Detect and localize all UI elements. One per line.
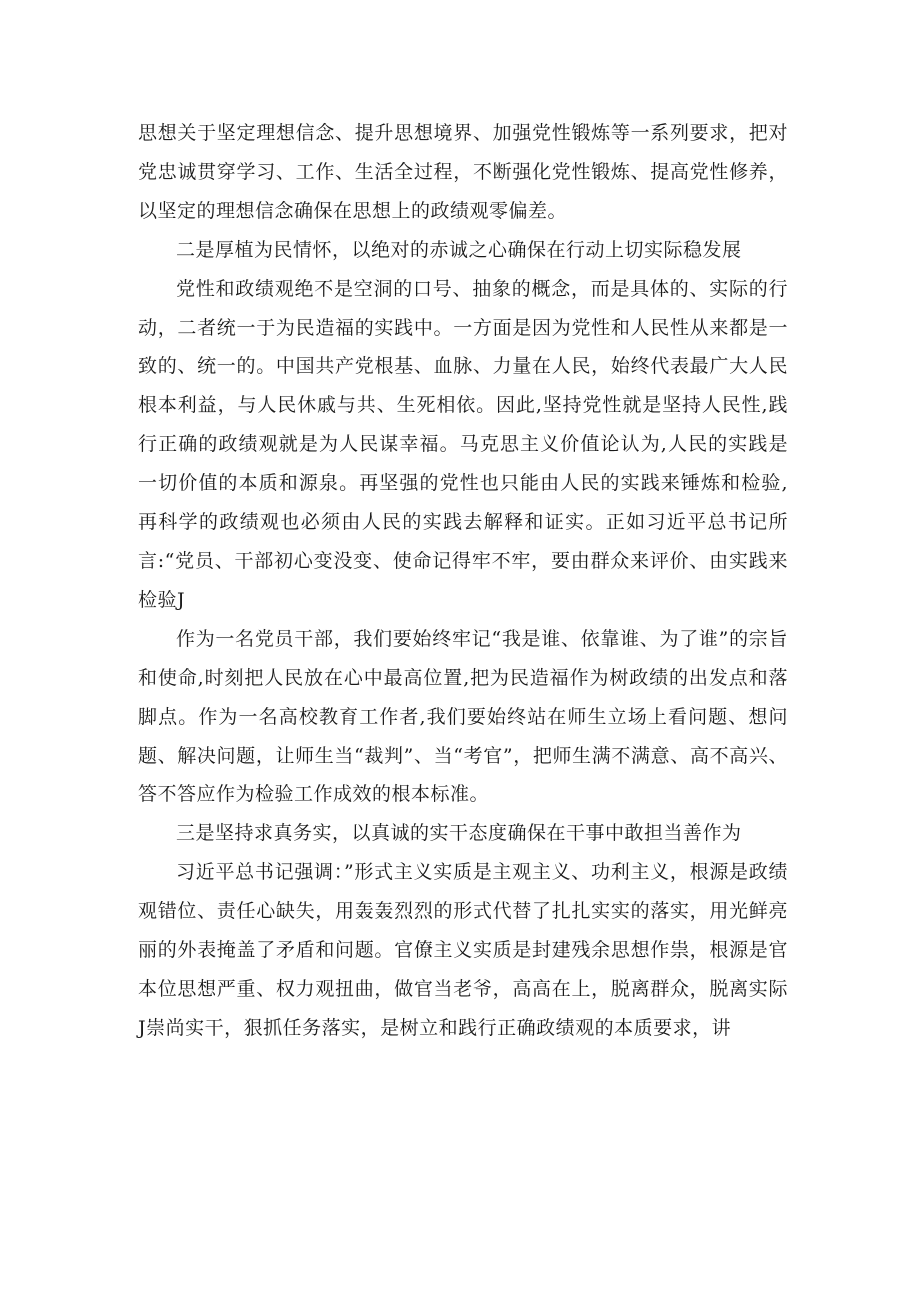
section-heading-two: 二是厚植为民情怀，以绝对的赤诚之心确保在行动上切实际稳发展 [176, 238, 742, 261]
paragraph-party-member: 作为一名党员干部，我们要始终牢记“我是谁、依靠谁、为了谁”的宗旨和使命,时刻把人民放在心中最高位置,把为民造福作为树政绩的出发点和落脚点。作为一名高校教育工作者,我们要始终站在师生立场上看问题、想问题、解决问题，让师生当“裁判”、当“考官”，把师生满不满意、高不高兴、答不答应作为检验工作成效的根本标准。 [138, 627, 788, 806]
paragraph-continuation: 思想关于坚定理想信念、提升思想境界、加强党性锻炼等一系列要求，把对党忠诚贯穿学习、工作、生活全过程，不断强化党性锻炼、提高党性修养，以坚定的理想信念确保在思想上的政绩观零偏差。 [138, 122, 788, 222]
document-body [138, 114, 788, 1048]
paragraph-party-spirit: 党性和政绩观绝不是空洞的口号、抽象的概念，而是具体的、实际的行动，二者统一于为民造福的实践中。一方面是因为党性和人民性从来都是一致的、统一的。中国共产党根基、血脉、力量在人民，始终代表最广大人民根本利益，与人民休戚与共、生死相依。因此,坚持党性就是坚持人民性,践行正确的政绩观就是为人民谋幸福。马克思主义价值论认为,人民的实践是一切价值的本质和源泉。再坚强的党性也只能由人民的实践来锤炼和检验,再科学的政绩观也必须由人民的实践去解释和证实。正如习近平总书记所言:“党员、干部初心变没变、使命记得牢不牢，要由群众来评价、由实践来检验J [138, 277, 788, 611]
section-heading-three: 三是坚持求真务实，以真诚的实干态度确保在干事中敢担当善作为 [176, 822, 742, 845]
paragraph-formalism: 习近平总书记强调：”形式主义实质是主观主义、功利主义，根源是政绩观错位、责任心缺失，用轰轰烈烈的形式代替了扎扎实实的落实，用光鲜亮丽的外表掩盖了矛盾和问题。官僚主义实质是封建残余思想作祟，根源是官本位思想严重、权力观扭曲，做官当老爷，高高在上，脱离群众，脱离实际J崇尚实干，狠抓任务落实，是树立和践行正确政绩观的本质要求，讲 [138, 861, 788, 1039]
